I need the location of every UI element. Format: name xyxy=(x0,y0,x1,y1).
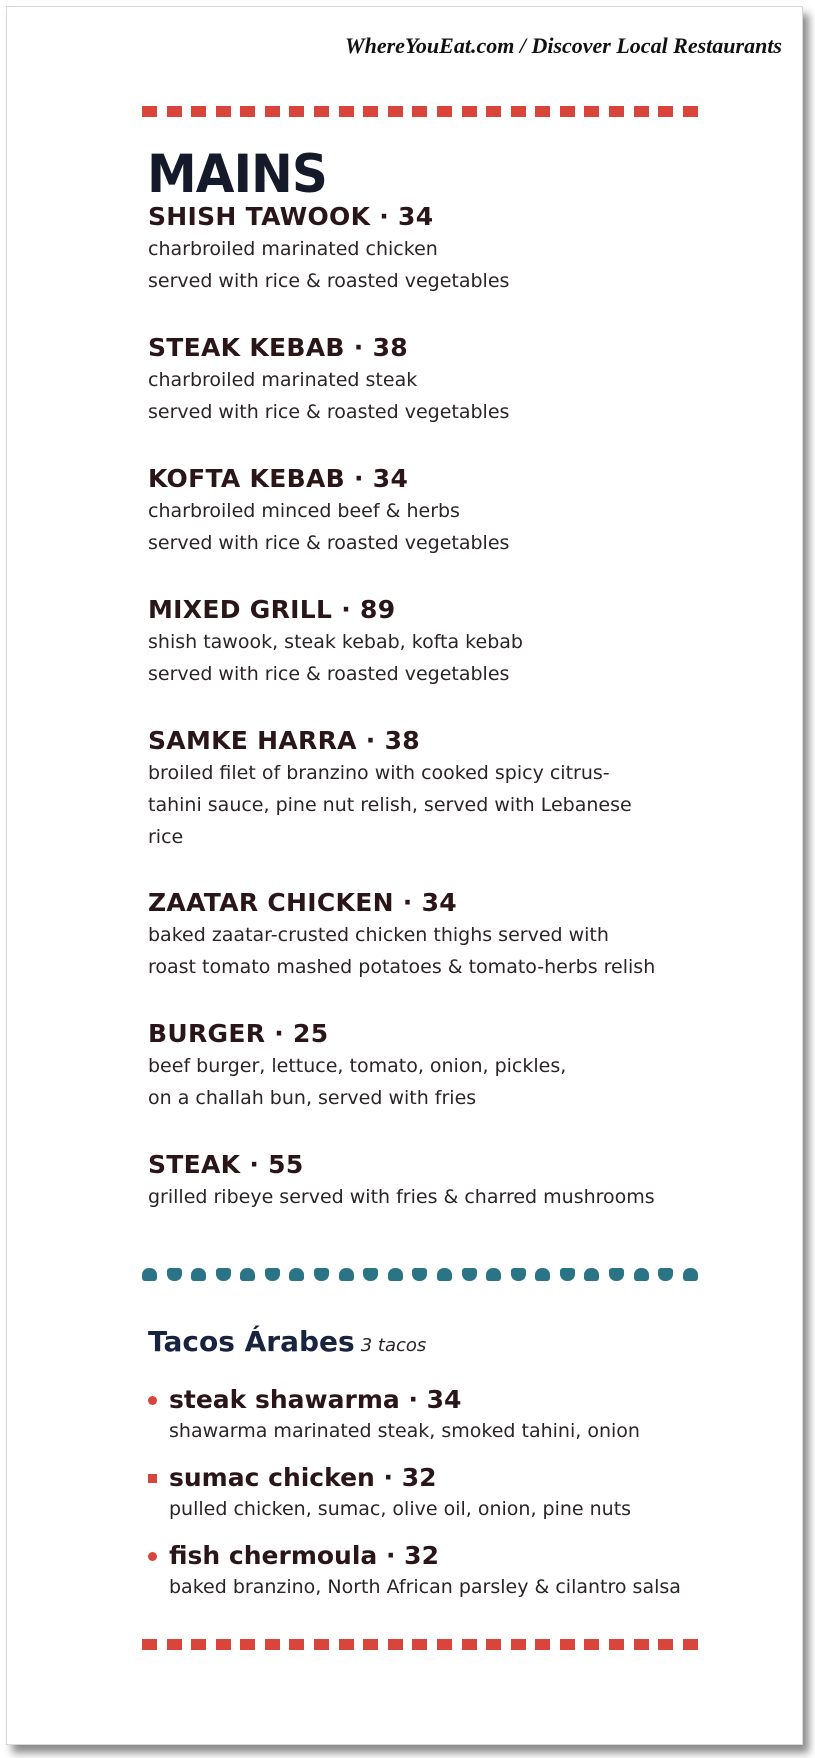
menu-item-mixed-grill xyxy=(148,594,748,690)
divider-dash xyxy=(462,106,477,117)
divider-dash xyxy=(634,106,649,117)
menu-item-title: SAMKE HARRA · 38 xyxy=(148,726,420,755)
taco-item-desc: shawarma marinated steak, smoked tahini, onion xyxy=(169,1420,640,1442)
menu-item-shish-tawook xyxy=(148,201,748,297)
divider-dash xyxy=(560,1639,575,1650)
menu-item-desc: charbroiled marinated chicken served with rice & roasted vegetables xyxy=(148,238,510,292)
divider-wave-mark xyxy=(216,1268,231,1281)
divider-dash xyxy=(142,106,157,117)
taco-item-title: steak shawarma · 34 xyxy=(169,1385,462,1414)
site-watermark: WhereYouEat.com / Discover Local Restaurants xyxy=(345,33,782,58)
divider-dash xyxy=(511,1639,526,1650)
divider-dash xyxy=(339,1639,354,1650)
taco-item-fish-chermoula xyxy=(148,1540,768,1602)
divider-dash xyxy=(265,1639,280,1650)
divider-dash xyxy=(216,1639,231,1650)
divider-wave-mark xyxy=(634,1268,649,1281)
tacos-subtitle: 3 tacos xyxy=(360,1335,427,1356)
bullet-icon xyxy=(148,1552,157,1561)
divider-wave-mark xyxy=(339,1268,354,1281)
divider-dash xyxy=(535,106,550,117)
divider-dash xyxy=(634,1639,649,1650)
menu-item-title: SHISH TAWOOK · 34 xyxy=(148,202,434,231)
divider-dash xyxy=(240,106,255,117)
menu-page xyxy=(6,6,803,1745)
wave-divider xyxy=(142,1268,698,1282)
divider-dash xyxy=(683,106,698,117)
top-divider xyxy=(142,106,698,118)
divider-wave-mark xyxy=(240,1268,255,1281)
divider-wave-mark xyxy=(560,1268,575,1281)
divider-dash xyxy=(314,106,329,117)
divider-wave-mark xyxy=(437,1268,452,1281)
taco-item-title: fish chermoula · 32 xyxy=(169,1541,439,1570)
divider-dash xyxy=(486,1639,501,1650)
divider-dash xyxy=(363,106,378,117)
divider-wave-mark xyxy=(289,1268,304,1281)
divider-dash xyxy=(486,106,501,117)
menu-item-title: STEAK KEBAB · 38 xyxy=(148,333,408,362)
divider-dash xyxy=(216,106,231,117)
taco-item-desc: baked branzino, North African parsley & cilantro salsa xyxy=(169,1576,681,1598)
divider-dash xyxy=(609,1639,624,1650)
menu-item-desc: beef burger, lettuce, tomato, onion, pickles, on a challah bun, served with fries xyxy=(148,1055,567,1109)
menu-item-steak-kebab xyxy=(148,332,748,428)
divider-wave-mark xyxy=(167,1268,182,1281)
divider-wave-mark xyxy=(609,1268,624,1281)
menu-item-steak xyxy=(148,1149,748,1213)
divider-wave-mark xyxy=(486,1268,501,1281)
menu-item-desc: charbroiled marinated steak served with rice & roasted vegetables xyxy=(148,369,510,423)
divider-wave-mark xyxy=(363,1268,378,1281)
divider-wave-mark xyxy=(535,1268,550,1281)
divider-wave-mark xyxy=(412,1268,427,1281)
menu-item-title: ZAATAR CHICKEN · 34 xyxy=(148,888,457,917)
divider-dash xyxy=(191,106,206,117)
divider-dash xyxy=(289,1639,304,1650)
divider-dash xyxy=(191,1639,206,1650)
divider-wave-mark xyxy=(683,1268,698,1281)
divider-dash xyxy=(240,1639,255,1650)
taco-item-title: sumac chicken · 32 xyxy=(169,1463,437,1492)
divider-wave-mark xyxy=(314,1268,329,1281)
menu-item-desc: charbroiled minced beef & herbs served with rice & roasted vegetables xyxy=(148,500,510,554)
divider-dash xyxy=(462,1639,477,1650)
divider-wave-mark xyxy=(191,1268,206,1281)
menu-item-desc: broiled filet of branzino with cooked spicy citrus- tahini sauce, pine nut relish, served with Lebanese rice xyxy=(148,762,632,848)
divider-dash xyxy=(142,1639,157,1650)
menu-item-samke-harra xyxy=(148,725,748,853)
divider-dash xyxy=(388,106,403,117)
taco-item-steak-shawarma xyxy=(148,1384,768,1446)
menu-item-title: BURGER · 25 xyxy=(148,1019,329,1048)
menu-item-kofta-kebab xyxy=(148,463,748,559)
divider-wave-mark xyxy=(142,1268,157,1281)
divider-dash xyxy=(167,1639,182,1650)
menu-item-title: STEAK · 55 xyxy=(148,1150,304,1179)
menu-item-desc: shish tawook, steak kebab, kofta kebab served with rice & roasted vegetables xyxy=(148,631,523,685)
divider-wave-mark xyxy=(658,1268,673,1281)
menu-item-title: MIXED GRILL · 89 xyxy=(148,595,396,624)
bottom-divider xyxy=(142,1639,698,1651)
bullet-icon xyxy=(148,1474,157,1483)
divider-dash xyxy=(437,106,452,117)
divider-dash xyxy=(412,1639,427,1650)
divider-dash xyxy=(265,106,280,117)
section-title: MAINS xyxy=(147,143,327,205)
divider-dash xyxy=(683,1639,698,1650)
divider-wave-mark xyxy=(265,1268,280,1281)
bullet-icon xyxy=(148,1396,157,1405)
divider-wave-mark xyxy=(462,1268,477,1281)
divider-dash xyxy=(289,106,304,117)
divider-dash xyxy=(412,106,427,117)
divider-wave-mark xyxy=(511,1268,526,1281)
divider-dash xyxy=(535,1639,550,1650)
divider-dash xyxy=(339,106,354,117)
menu-item-burger xyxy=(148,1018,748,1114)
divider-dash xyxy=(658,106,673,117)
divider-dash xyxy=(314,1639,329,1650)
divider-dash xyxy=(388,1639,403,1650)
tacos-title-text: Tacos Árabes xyxy=(148,1325,355,1358)
tacos-section-title xyxy=(148,1325,426,1358)
menu-item-zaatar-chicken xyxy=(148,887,748,983)
divider-dash xyxy=(511,106,526,117)
divider-dash xyxy=(658,1639,673,1650)
taco-item-sumac-chicken xyxy=(148,1462,768,1524)
divider-dash xyxy=(437,1639,452,1650)
divider-dash xyxy=(609,106,624,117)
divider-dash xyxy=(167,106,182,117)
menu-item-desc: grilled ribeye served with fries & charred mushrooms xyxy=(148,1186,655,1208)
divider-dash xyxy=(584,1639,599,1650)
divider-dash xyxy=(363,1639,378,1650)
divider-dash xyxy=(560,106,575,117)
divider-dash xyxy=(584,106,599,117)
menu-item-desc: baked zaatar-crusted chicken thighs served with roast tomato mashed potatoes & tomato-herbs relish xyxy=(148,924,656,978)
taco-item-desc: pulled chicken, sumac, olive oil, onion, pine nuts xyxy=(169,1498,632,1520)
divider-wave-mark xyxy=(388,1268,403,1281)
divider-wave-mark xyxy=(584,1268,599,1281)
menu-item-title: KOFTA KEBAB · 34 xyxy=(148,464,409,493)
